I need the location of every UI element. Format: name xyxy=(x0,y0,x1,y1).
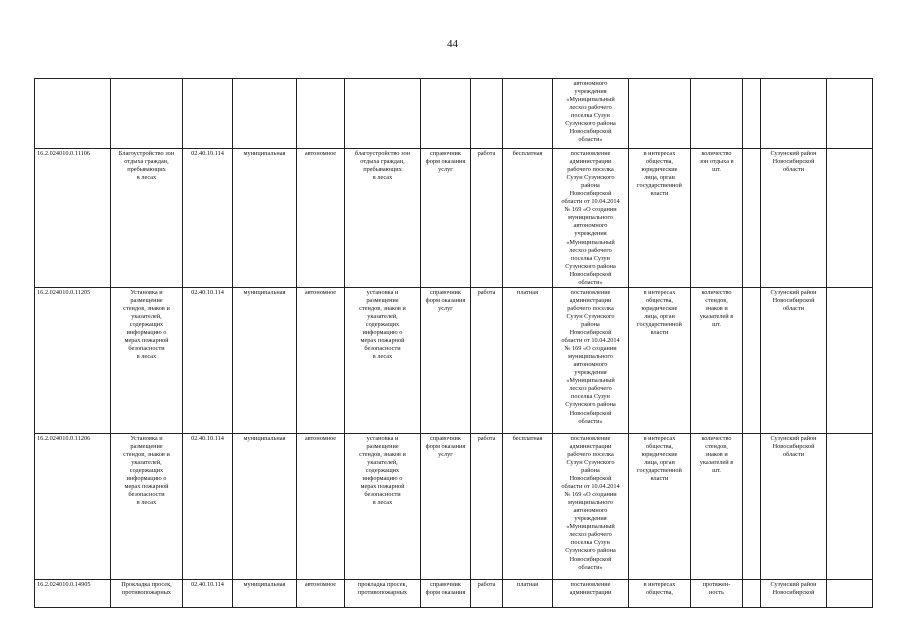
service-name-cell: Благоустройство зон отдыха граждан, пребывающих в лесах xyxy=(111,149,183,288)
indicator-cell xyxy=(691,79,743,149)
service-name-cell: Установка и размещение стендов, знаков и указателей, содержащих информацию о мерах пожарной безопасности в лесах xyxy=(111,433,183,579)
table-row xyxy=(35,287,873,433)
territory-cell: Сузунский район Новосибирской области xyxy=(761,287,827,433)
registry-table xyxy=(34,78,873,608)
service-name-cell xyxy=(111,79,183,149)
registry-code-cell xyxy=(35,79,111,149)
registry-code-cell: 16.2.024010.0.11205 xyxy=(35,287,111,433)
okved-code-cell xyxy=(183,79,233,149)
empty-cell xyxy=(743,149,761,288)
notes-cell xyxy=(827,287,873,433)
payment-cell: платная xyxy=(503,287,553,433)
empty-cell xyxy=(743,287,761,433)
indicator-cell: количество зон отдыха в шт. xyxy=(691,149,743,288)
institution-type-cell: автономное xyxy=(297,287,345,433)
ownership-cell xyxy=(233,79,297,149)
payment-cell: бесплатная xyxy=(503,433,553,579)
content-cell: установка и размещение стендов, знаков и указателей, содержащих информацию о мерах пожарной безопасности в лесах xyxy=(345,287,421,433)
content-cell: прокладка просек, противопожарных xyxy=(345,579,421,607)
consumers-cell: в интересах общества, юридические лица, орган государственной власти xyxy=(629,287,691,433)
okved-code-cell: 02.40.10.114 xyxy=(183,433,233,579)
provision-form-cell: справочник форм оказания услуг xyxy=(421,149,471,288)
consumers-cell: в интересах общества, xyxy=(629,579,691,607)
registry-code-cell: 16.2.024010.0.11106 xyxy=(35,149,111,288)
indicator-cell: количество стендов, знаков и указателей в шт. xyxy=(691,287,743,433)
empty-cell xyxy=(743,433,761,579)
legal-basis-cell: постановление администрации xyxy=(553,579,629,607)
service-name-cell: Установка и размещение стендов, знаков и указателей, содержащих информацию о мерах пожарной безопасности в лесах xyxy=(111,287,183,433)
table-row xyxy=(35,79,873,149)
empty-cell xyxy=(743,79,761,149)
notes-cell xyxy=(827,579,873,607)
okved-code-cell: 02.40.10.114 xyxy=(183,149,233,288)
consumers-cell: в интересах общества, юридические лица, орган государственной власти xyxy=(629,433,691,579)
service-kind-cell: работа xyxy=(471,579,503,607)
content-cell: установка и размещение стендов, знаков и указателей, содержащих информацию о мерах пожарной безопасности в лесах xyxy=(345,433,421,579)
payment-cell: платная xyxy=(503,579,553,607)
payment-cell: бесплатная xyxy=(503,149,553,288)
provision-form-cell: справочник форм оказания услуг xyxy=(421,433,471,579)
content-cell: благоустройство зон отдыха граждан, пребывающих в лесах xyxy=(345,149,421,288)
institution-type-cell: автономное xyxy=(297,149,345,288)
service-kind-cell: работа xyxy=(471,149,503,288)
ownership-cell: муниципальная xyxy=(233,579,297,607)
consumers-cell xyxy=(629,79,691,149)
ownership-cell: муниципальная xyxy=(233,287,297,433)
service-kind-cell xyxy=(471,79,503,149)
service-kind-cell: работа xyxy=(471,287,503,433)
service-name-cell: Прокладка просек, противопожарных xyxy=(111,579,183,607)
indicator-cell: протяжен- ность xyxy=(691,579,743,607)
ownership-cell: муниципальная xyxy=(233,433,297,579)
legal-basis-cell: постановление администрации рабочего поселка Сузун Сузунского района Новосибирской области от 10.04.2014 № 169 «О создании муниципального автономного учреждения «Муниципальный лесхоз рабочего поселка Сузун Сузунского района Новосибирской области» xyxy=(553,149,629,288)
empty-cell xyxy=(743,579,761,607)
territory-cell: Сузунский район Новосибирской области xyxy=(761,149,827,288)
okved-code-cell: 02.40.10.114 xyxy=(183,287,233,433)
registry-code-cell: 16.2.024010.0.11206 xyxy=(35,433,111,579)
okved-code-cell: 02.40.10.114 xyxy=(183,579,233,607)
provision-form-cell: справочник форм оказания xyxy=(421,579,471,607)
territory-cell: Сузунский район Новосибирской xyxy=(761,579,827,607)
institution-type-cell xyxy=(297,79,345,149)
page-number: 44 xyxy=(447,38,458,50)
payment-cell xyxy=(503,79,553,149)
institution-type-cell: автономное xyxy=(297,579,345,607)
territory-cell xyxy=(761,79,827,149)
table-row xyxy=(35,149,873,288)
table-row xyxy=(35,579,873,607)
consumers-cell: в интересах общества, юридические лица, орган государственной власти xyxy=(629,149,691,288)
provision-form-cell: справочник форм оказания услуг xyxy=(421,287,471,433)
notes-cell xyxy=(827,433,873,579)
territory-cell: Сузунский район Новосибирской области xyxy=(761,433,827,579)
institution-type-cell: автономное xyxy=(297,433,345,579)
legal-basis-cell: постановление администрации рабочего поселка Сузун Сузунского района Новосибирской области от 10.04.2014 № 169 «О создании муниципального автономного учреждения «Муниципальный лесхоз рабочего поселка Сузун Сузунского района Новосибирской области» xyxy=(553,287,629,433)
notes-cell xyxy=(827,149,873,288)
ownership-cell: муниципальная xyxy=(233,149,297,288)
indicator-cell: количество стендов, знаков и указателей в шт. xyxy=(691,433,743,579)
registry-code-cell: 16.2.024010.0.14905 xyxy=(35,579,111,607)
legal-basis-cell: постановление администрации рабочего поселка Сузун Сузунского района Новосибирской области от 10.04.2014 № 169 «О создании муниципального автономного учреждения «Муниципальный лесхоз рабочего поселка Сузун Сузунского района Новосибирской области» xyxy=(553,433,629,579)
notes-cell xyxy=(827,79,873,149)
provision-form-cell xyxy=(421,79,471,149)
table-row xyxy=(35,433,873,579)
service-kind-cell: работа xyxy=(471,433,503,579)
legal-basis-cell: автономного учреждения «Муниципальный лесхоз рабочего поселка Сузун Сузунского района Новосибирской области» xyxy=(553,79,629,149)
content-cell xyxy=(345,79,421,149)
